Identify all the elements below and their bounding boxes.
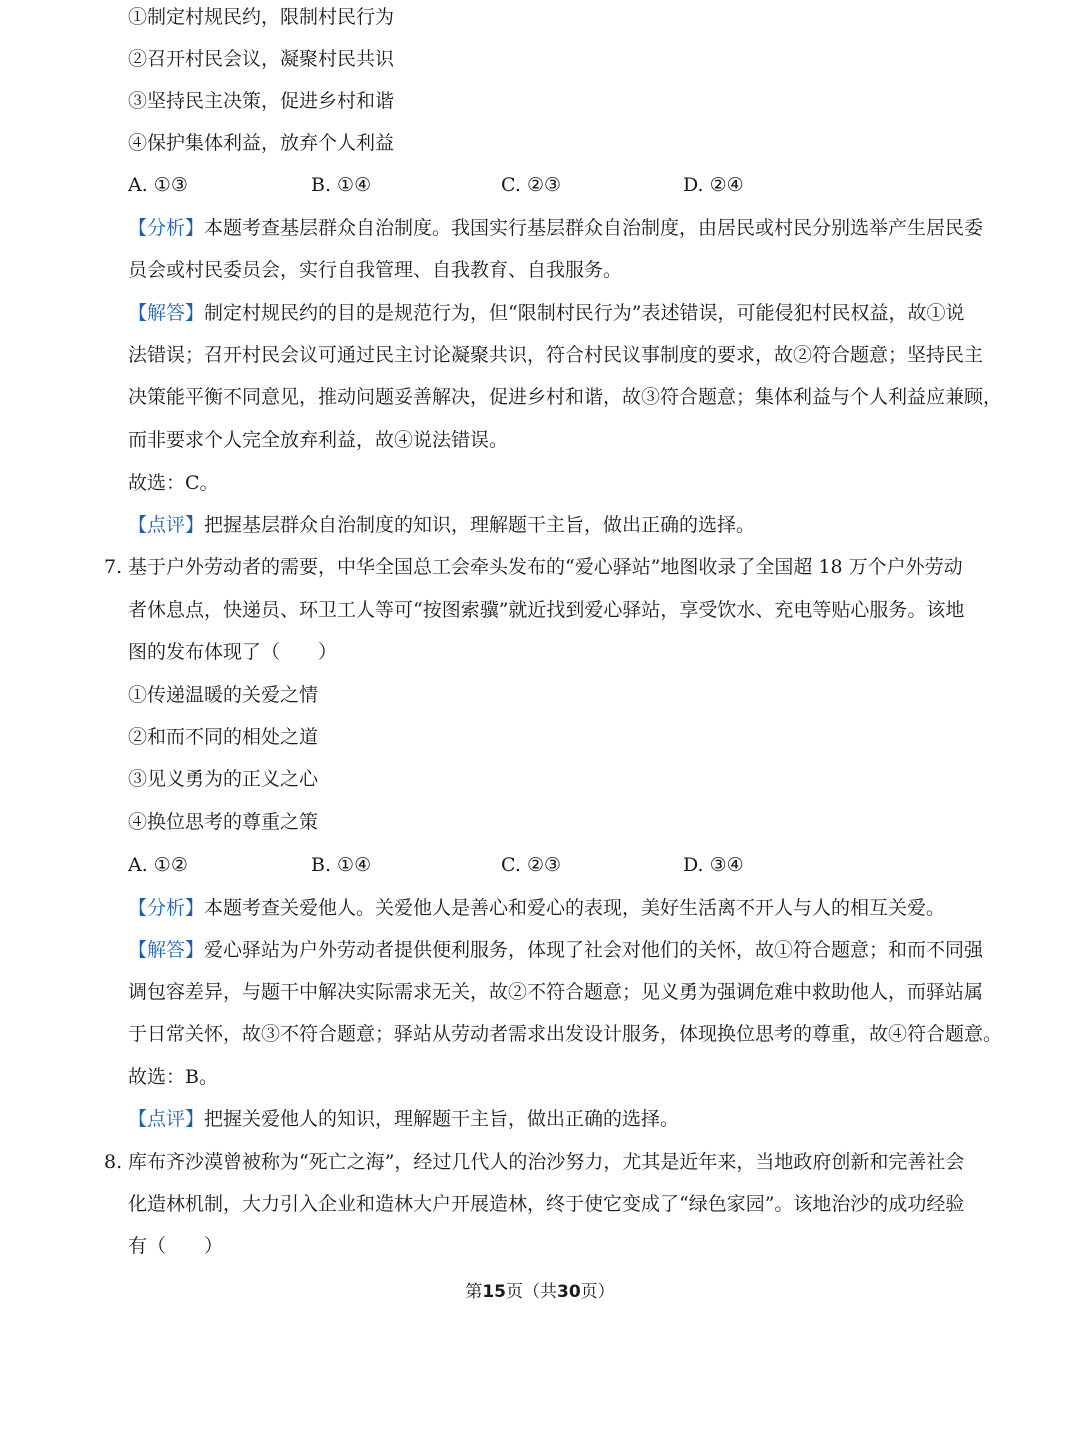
- q7-analysis-text: 本题考查关爱他人。关爱他人是善心和爱心的表现，美好生活离不开人与人的相互关爱。: [204, 897, 946, 919]
- q7-stem-2: 者休息点，快递员、环卫工人等可“按图索骥”就近找到爱心驿站，享受饮水、充电等贴心服务。该地: [128, 599, 965, 621]
- q7-choice-c: C. ②③: [501, 854, 562, 876]
- page-footer: [0, 1280, 1080, 1304]
- q7-option-2: ②和而不同的相处之道: [128, 726, 319, 748]
- q7-choice-a: A. ①②: [128, 854, 188, 876]
- q6-choices: [128, 172, 888, 198]
- q6-option-2: ②召开村民会议，凝聚村民共识: [128, 48, 395, 70]
- q6-comment-text: 把握基层群众自治制度的知识，理解题干主旨，做出正确的选择。: [204, 514, 756, 536]
- footer-suffix: 页）: [580, 1282, 615, 1302]
- q6-answer-text-2: 法错误；召开村民会议可通过民主讨论凝聚共识，符合村民议事制度的要求，故②符合题意；坚持民主: [128, 344, 984, 366]
- q6-choice-b: B. ①④: [311, 174, 372, 196]
- q6-option-1: ①制定村规民约，限制村民行为: [128, 6, 395, 28]
- q7-number: 7.: [104, 556, 123, 578]
- footer-prefix: 第: [465, 1282, 483, 1302]
- q6-comment: [128, 512, 755, 538]
- q8-stem-2: 化造林机制，大力引入企业和造林大户开展造林，终于使它变成了“绿色家园”。该地治沙的成功经验: [128, 1193, 965, 1215]
- comment-tag: 【点评】: [128, 1108, 205, 1130]
- q6-option-3: ③坚持民主决策，促进乡村和谐: [128, 90, 395, 112]
- q7-answer-text-3: 于日常关怀，故③不符合题意；驿站从劳动者需求出发设计服务，体现换位思考的尊重，故④符合题意。: [128, 1023, 1003, 1045]
- answer-tag: 【解答】: [128, 939, 205, 961]
- q6-answer-text-1: 制定村规民约的目的是规范行为，但“限制村民行为”表述错误，可能侵犯村民权益，故①说: [204, 302, 965, 324]
- q6-choice-d: D. ②④: [683, 174, 744, 196]
- q7-option-4: ④换位思考的尊重之策: [128, 811, 319, 833]
- q6-answer-text-4: 而非要求个人完全放弃利益，故④说法错误。: [128, 429, 509, 451]
- q6-choice-a: A. ①③: [128, 174, 188, 196]
- q6-answer: [128, 300, 964, 326]
- footer-middle: 页（共: [506, 1282, 557, 1302]
- q7-selected: 故选：B。: [128, 1066, 218, 1088]
- total-pages: 30: [557, 1282, 581, 1302]
- q7-answer: [128, 937, 983, 963]
- q6-answer-text-3: 决策能平衡不同意见，推动问题妥善解决，促进乡村和谐，故③符合题意；集体利益与个人利益应兼顾，: [128, 386, 1003, 408]
- q7-choice-d: D. ③④: [683, 854, 744, 876]
- q8-stem-3: 有（ ）: [128, 1235, 224, 1257]
- q7-answer-text-2: 调包容差异，与题干中解决实际需求无关，故②不符合题意；见义勇为强调危难中救助他人，而驿站属: [128, 981, 984, 1003]
- q7-comment: [128, 1106, 679, 1132]
- q8-number: 8.: [104, 1151, 123, 1173]
- q7-answer-text-1: 爱心驿站为户外劳动者提供便利服务，体现了社会对他们的关怀，故①符合题意；和而不同强: [204, 939, 984, 961]
- q7-comment-text: 把握关爱他人的知识，理解题干主旨，做出正确的选择。: [204, 1108, 680, 1130]
- comment-tag: 【点评】: [128, 514, 205, 536]
- q6-choice-c: C. ②③: [501, 174, 562, 196]
- q8-stem-1: 库布齐沙漠曾被称为“死亡之海”，经过几代人的治沙努力，尤其是近年来，当地政府创新和完善社会: [128, 1151, 965, 1173]
- q7-stem-1: 基于户外劳动者的需要，中华全国总工会牵头发布的“爱心驿站”地图收录了全国超 18 万个户外劳动: [128, 556, 963, 578]
- q7-option-3: ③见义勇为的正义之心: [128, 768, 319, 790]
- q6-analysis-text-1: 本题考查基层群众自治制度。我国实行基层群众自治制度，由居民或村民分别选举产生居民委: [204, 217, 984, 239]
- q7-stem-3: 图的发布体现了（ ）: [128, 641, 338, 663]
- q7-analysis: [128, 895, 945, 921]
- q7-option-1: ①传递温暖的关爱之情: [128, 684, 319, 706]
- q6-analysis-text-2: 员会或村民委员会，实行自我管理、自我教育、自我服务。: [128, 259, 623, 281]
- q6-option-4: ④保护集体利益，放弃个人利益: [128, 132, 395, 154]
- page-number: 15: [482, 1282, 506, 1302]
- q7-choices: [128, 852, 888, 878]
- q7-choice-b: B. ①④: [311, 854, 372, 876]
- answer-tag: 【解答】: [128, 302, 205, 324]
- analysis-tag: 【分析】: [128, 897, 205, 919]
- analysis-tag: 【分析】: [128, 217, 205, 239]
- q6-selected: 故选：C。: [128, 472, 219, 494]
- q6-analysis: [128, 215, 983, 241]
